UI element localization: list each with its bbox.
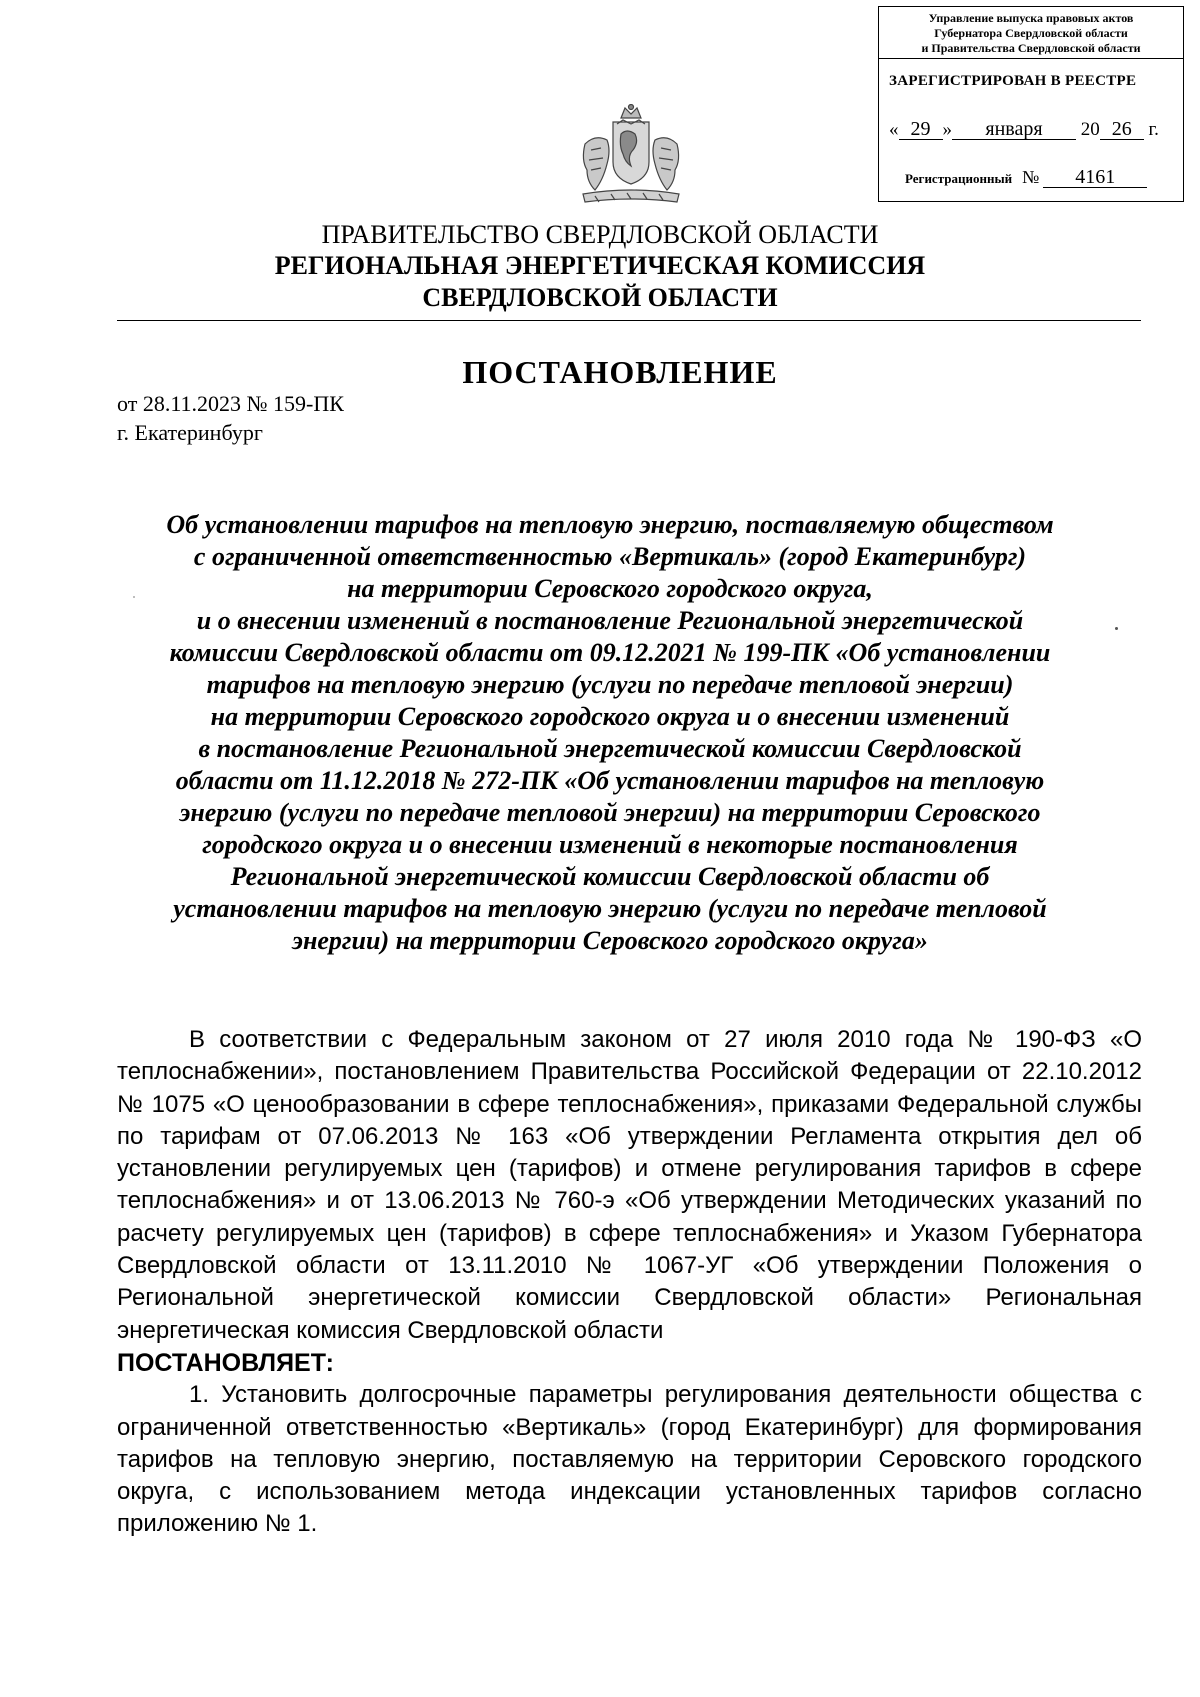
stamp-header bbox=[879, 7, 1183, 59]
title-line: комиссии Свердловской области от 09.12.2021 № 199-ПК «Об установлении bbox=[169, 638, 1051, 667]
title-line: с ограниченной ответственностью «Вертикаль» (город Екатеринбург) bbox=[193, 542, 1027, 571]
stamp-head-line2: Губернатора Свердловской области bbox=[934, 26, 1128, 40]
decree-word: ПОСТАНОВЛЯЕТ: bbox=[117, 1348, 334, 1377]
title-line: установлении тарифов на тепловую энергию (услуги по передаче тепловой bbox=[173, 894, 1047, 923]
document-number: от 28.11.2023 № 159-ПК bbox=[117, 391, 344, 416]
scan-speck bbox=[1115, 627, 1118, 630]
item-1-paragraph: 1. Установить долгосрочные параметры регулирования деятельности общества с ограниченной ответственностью «Вертикаль» (город Екатеринбург) для формирования тарифов на тепловую энергию, поставляемую на территории Серовского городского округа, с использованием метода индексации установленных тарифов согласно приложению № 1. bbox=[117, 1381, 1142, 1538]
title-line: в постановление Региональной энергетической комиссии Свердловской bbox=[198, 734, 1022, 763]
title-line: Об установлении тарифов на тепловую энергию, поставляемую обществом bbox=[166, 510, 1054, 539]
title-line: и о внесении изменений в постановление Региональной энергетической bbox=[196, 606, 1024, 635]
preamble-paragraph: В соответствии с Федеральным законом от 27 июля 2010 года № 190-ФЗ «О теплоснабжении», постановлением Правительства Российской Федерации от 22.10.2012 № 1075 «О ценообразовании в сфере теплоснабжения», приказами Федеральной службы по тарифам от 07.06.2013 № 163 «Об утверждении Регламента открытия дел об установлении регулируемых цен (тарифов) и отмене регулирования тарифов в сфере теплоснабжения» и от 13.06.2013 № 760-э «Об утверждении Методических указаний по расчету регулируемых цен (тарифов) в сфере теплоснабжения» и Указом Губернатора Свердловской области от 13.11.2010 № 1067-УГ «Об утверждении Положения о Региональной энергетической комиссии Свердловской области» Региональная энергетическая комиссия Свердловской области bbox=[117, 1026, 1142, 1344]
stamp-head-line1: Управление выпуска правовых актов bbox=[928, 11, 1134, 25]
stamp-title: ЗАРЕГИСТРИРОВАН В РЕЕСТРЕ bbox=[889, 73, 1137, 89]
stamp-registration bbox=[905, 167, 1147, 188]
stamp-reg-number: 4161 bbox=[1043, 167, 1147, 188]
commission-name-line1: РЕГИОНАЛЬНАЯ ЭНЕРГЕТИЧЕСКАЯ КОМИССИЯ bbox=[274, 251, 926, 280]
title-line: тарифов на тепловую энергию (услуги по передаче тепловой энергии) bbox=[206, 670, 1014, 699]
stamp-head-line3: и Правительства Свердловской области bbox=[921, 41, 1141, 55]
title-line: энергии) на территории Серовского городского округа» bbox=[292, 926, 928, 955]
stamp-reg-no-sign: № bbox=[1022, 167, 1040, 187]
sverdlovsk-coat-of-arms-icon bbox=[565, 104, 697, 210]
document-body bbox=[117, 1024, 1142, 1541]
commission-name-line2: СВЕРДЛОВСКОЙ ОБЛАСТИ bbox=[422, 283, 778, 312]
stamp-month: января bbox=[952, 119, 1076, 140]
stamp-day: 29 bbox=[899, 119, 943, 140]
header-divider bbox=[117, 320, 1141, 321]
title-line: на территории Серовского городского округа и о внесении изменений bbox=[210, 702, 1010, 731]
government-name: ПРАВИТЕЛЬСТВО СВЕРДЛОВСКОЙ ОБЛАСТИ bbox=[321, 220, 879, 249]
title-line: энергию (услуги по передаче тепловой энергии) на территории Серовского bbox=[179, 798, 1041, 827]
stamp-year-suffix: 26 bbox=[1100, 119, 1144, 140]
scan-speck bbox=[133, 596, 135, 598]
title-line: на территории Серовского городского округа, bbox=[347, 574, 873, 603]
document-city: г. Екатеринбург bbox=[117, 420, 263, 445]
stamp-reg-label: Регистрационный bbox=[905, 171, 1013, 186]
title-line: городского округа и о внесении изменений в некоторые постановления bbox=[202, 830, 1018, 859]
stamp-year-prefix: 20 bbox=[1080, 119, 1100, 140]
stamp-year-unit: г. bbox=[1148, 119, 1159, 140]
title-line: Региональной энергетической комиссии Свердловской области об bbox=[230, 862, 990, 891]
title-line: области от 11.12.2018 № 272-ПК «Об установлении тарифов на тепловую bbox=[175, 766, 1045, 795]
registration-stamp bbox=[878, 6, 1184, 202]
document-title bbox=[110, 509, 1110, 957]
stamp-date: « 29 » января 20 26 г. bbox=[889, 118, 1159, 140]
document-type: ПОСТАНОВЛЕНИЕ bbox=[462, 354, 778, 390]
